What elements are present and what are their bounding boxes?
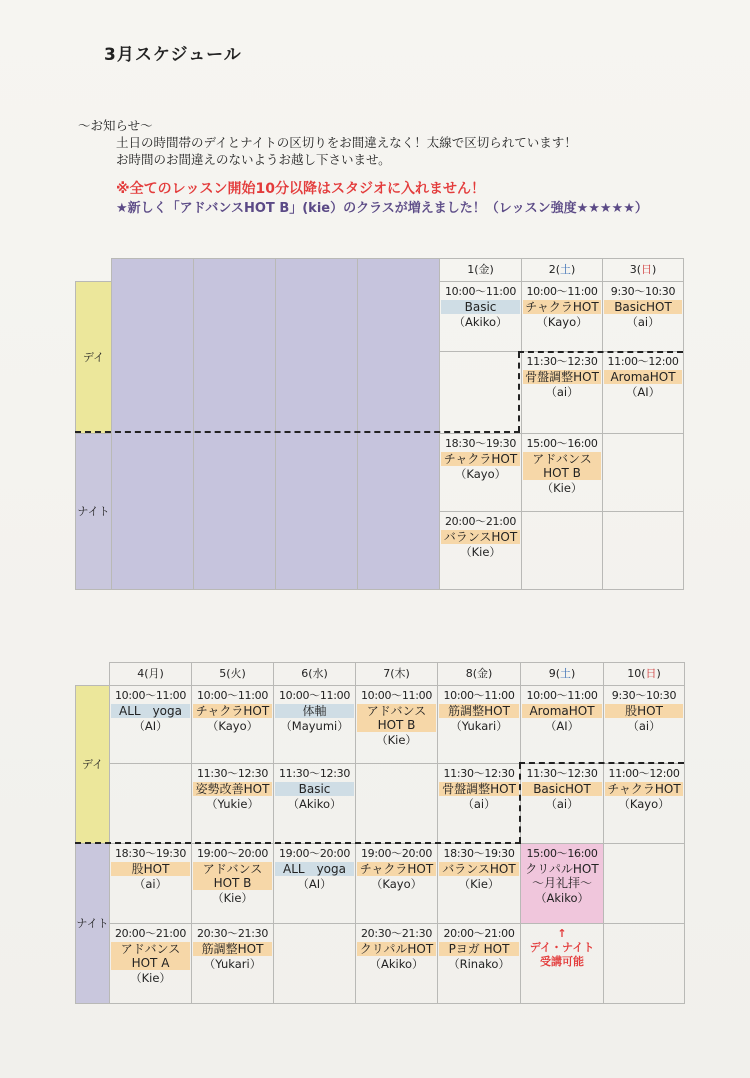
lesson-class-name: クリパルHOT xyxy=(357,942,436,956)
day-night-divider xyxy=(518,352,520,432)
lesson-slot xyxy=(440,512,522,590)
lesson-slot xyxy=(440,434,522,512)
lesson-class-name: 筋調整HOT xyxy=(193,942,272,956)
lesson-time: 20:30～21:30 xyxy=(196,927,269,940)
lesson-time: 18:30～19:30 xyxy=(443,847,515,860)
lesson-time: 18:30～19:30 xyxy=(444,437,517,450)
lesson-class-name: 骨盤調整HOT xyxy=(523,370,601,384)
lesson-instructor: （Mayumi） xyxy=(280,719,349,733)
lesson-class-name: アドバンスHOT B xyxy=(193,862,272,890)
lesson xyxy=(274,686,355,733)
day-night-divider xyxy=(75,842,521,844)
corner-cell xyxy=(76,259,112,282)
day-header: 4(月) xyxy=(110,663,192,686)
lesson xyxy=(192,844,273,905)
lesson-slot xyxy=(604,764,685,844)
lesson-time: 9:30～10:30 xyxy=(610,285,676,298)
lesson xyxy=(110,844,191,891)
lesson-slot xyxy=(440,282,522,352)
lesson-slot xyxy=(274,844,356,924)
empty-day-cell xyxy=(194,259,276,590)
lesson-slot xyxy=(438,686,521,764)
lesson xyxy=(521,924,603,969)
lesson-slot xyxy=(356,844,438,924)
day-header: 10(日) xyxy=(604,663,685,686)
lesson xyxy=(440,512,521,559)
empty-day-cell xyxy=(358,259,440,590)
lesson-class-name: バランスHOT xyxy=(439,862,519,876)
lesson-instructor: （ai） xyxy=(462,797,496,811)
lesson-instructor: （AI） xyxy=(297,877,332,891)
lesson-class-name: クリパルHOT ～月礼拝～ xyxy=(525,862,599,890)
lesson-time: 19:00～20:00 xyxy=(196,847,269,860)
lesson-class-name: チャクラHOT xyxy=(193,704,272,718)
lesson-class-name: BasicHOT xyxy=(522,782,602,796)
day-night-divider xyxy=(75,431,520,433)
lesson-time: 19:00～20:00 xyxy=(360,847,433,860)
lesson xyxy=(110,764,191,767)
lesson-time: 10:00～11:00 xyxy=(278,689,351,702)
lesson-instructor: （Akiko） xyxy=(287,797,342,811)
lesson xyxy=(603,352,683,399)
lesson-slot xyxy=(438,924,521,1004)
lesson-class-name: ALL yoga xyxy=(275,862,354,876)
lesson xyxy=(192,686,273,733)
lesson-time: 20:00～21:00 xyxy=(444,515,517,528)
lesson-instructor: （ai） xyxy=(133,877,168,891)
lesson-slot xyxy=(603,434,684,512)
lesson xyxy=(440,352,521,355)
day-night-divider xyxy=(518,351,683,353)
lesson-class-name: Pヨガ HOT xyxy=(439,942,519,956)
lesson-instructor: （Yukie） xyxy=(206,797,259,811)
lesson xyxy=(603,434,683,437)
lesson-time: 11:00～12:00 xyxy=(607,355,679,368)
lesson-time: 10:00～11:00 xyxy=(526,689,598,702)
lesson-time: 10:00～11:00 xyxy=(444,285,517,298)
lesson-instructor: （Rinako） xyxy=(448,957,510,971)
lesson xyxy=(274,924,355,927)
lesson-class-name: AromaHOT xyxy=(522,704,602,718)
lesson-slot xyxy=(192,844,274,924)
lesson-class-name: 骨盤調整HOT xyxy=(439,782,519,796)
lesson-time: 11:30～12:30 xyxy=(196,767,269,780)
lesson xyxy=(522,282,602,329)
lesson xyxy=(522,434,602,495)
lesson-slot xyxy=(521,686,604,764)
lesson-class-name: Basic xyxy=(441,300,520,314)
lesson xyxy=(356,686,437,747)
lesson-class-name: チャクラHOT xyxy=(523,300,601,314)
schedule-table-week-2 xyxy=(75,662,685,1004)
day-header: 8(金) xyxy=(438,663,521,686)
notice-line-2: お時間のお間違えのないようお越し下さいませ。 xyxy=(116,152,391,167)
notice-line-1: 土日の時間帯のデイとナイトの区切りをお間違えなく！太線で区切られています！ xyxy=(116,135,577,150)
lesson-instructor: （Akiko） xyxy=(453,315,508,329)
day-header: 9(土) xyxy=(521,663,604,686)
lesson-class-name: Basic xyxy=(275,782,354,796)
new-class-announcement: ★新しく「アドバンスHOT B」(kie）のクラスが増えました！（レッスン強度★★★★★） xyxy=(116,201,648,216)
lesson-class-name: チャクラHOT xyxy=(357,862,436,876)
lesson-slot xyxy=(192,686,274,764)
lesson-slot xyxy=(522,512,603,590)
lesson xyxy=(110,924,191,985)
day-header: 2(土) xyxy=(522,259,603,282)
night-label: ナイト xyxy=(76,844,110,1004)
lesson-slot xyxy=(521,844,604,924)
lesson-instructor: （Akiko） xyxy=(534,891,589,905)
lesson-class-name: 股HOT xyxy=(605,704,683,718)
lesson-class-name: 姿勢改善HOT xyxy=(193,782,272,796)
lesson-slot xyxy=(440,352,522,434)
day-header: 5(火) xyxy=(192,663,274,686)
lesson xyxy=(604,924,684,927)
lesson xyxy=(438,686,520,733)
lesson xyxy=(603,282,683,329)
lesson-slot xyxy=(603,512,684,590)
day-header: 6(水) xyxy=(274,663,356,686)
lesson-instructor: （Kayo） xyxy=(536,315,588,329)
lesson-time: 11:30～12:30 xyxy=(443,767,515,780)
lesson-instructor: （Kie） xyxy=(541,481,583,495)
lesson-instructor: （ai） xyxy=(626,315,660,329)
lesson-time: 11:30～12:30 xyxy=(526,767,598,780)
lesson-slot xyxy=(604,924,685,1004)
lesson-instructor: （ai） xyxy=(545,385,579,399)
lesson-slot xyxy=(274,686,356,764)
page-title: 3月スケジュール xyxy=(104,45,242,65)
schedule-table-week-1 xyxy=(75,258,684,590)
lesson-slot xyxy=(522,282,603,352)
lesson xyxy=(604,686,684,733)
lesson-time: 15:00～16:00 xyxy=(526,437,598,450)
lesson xyxy=(356,764,437,767)
lesson-class-name: 筋調整HOT xyxy=(439,704,519,718)
lesson-time: 18:30～19:30 xyxy=(114,847,187,860)
lesson xyxy=(438,764,520,811)
lesson-class-name: 股HOT xyxy=(111,862,190,876)
lesson-instructor: （Kayo） xyxy=(206,719,259,733)
day-night-divider xyxy=(519,762,684,764)
lesson-instructor: （Kie） xyxy=(458,877,500,891)
lesson-slot xyxy=(274,764,356,844)
lesson-instructor: （ai） xyxy=(627,719,661,733)
lesson-time: 10:00～11:00 xyxy=(196,689,269,702)
lesson-instructor: （Yukari） xyxy=(203,957,262,971)
lesson-time: 20:00～21:00 xyxy=(443,927,515,940)
lesson-class-name: アドバンスHOT B xyxy=(523,452,601,480)
lesson-class-name: チャクラHOT xyxy=(441,452,520,466)
lesson xyxy=(604,764,684,811)
lesson-instructor: （AI） xyxy=(544,719,580,733)
day-header: 7(木) xyxy=(356,663,438,686)
lesson xyxy=(604,844,684,847)
lesson-class-name: バランスHOT xyxy=(441,530,520,544)
lesson-instructor: （Kayo） xyxy=(454,467,507,481)
lesson-instructor: （Kayo） xyxy=(370,877,423,891)
lesson-class-name: チャクラHOT xyxy=(605,782,683,796)
lesson-instructor: （ai） xyxy=(545,797,579,811)
lesson-slot xyxy=(274,924,356,1004)
lesson xyxy=(521,686,603,733)
lesson xyxy=(356,844,437,891)
lesson xyxy=(110,686,191,733)
empty-day-cell xyxy=(112,259,194,590)
lesson xyxy=(603,512,683,515)
lesson xyxy=(522,512,602,515)
notice-block xyxy=(78,117,577,168)
lesson xyxy=(521,764,603,811)
lesson-slot xyxy=(521,924,604,1004)
lesson-slot xyxy=(438,764,521,844)
lesson xyxy=(438,924,520,971)
lesson-time: 15:00～16:00 xyxy=(526,847,598,860)
day-header: 3(日) xyxy=(603,259,684,282)
lesson-instructor: （Kie） xyxy=(130,971,171,985)
lesson-class-name: アドバンスHOT A xyxy=(111,942,190,970)
lesson-slot xyxy=(603,352,684,434)
lesson xyxy=(522,352,602,399)
day-night-divider xyxy=(519,763,521,843)
lesson-instructor: （AI） xyxy=(625,385,661,399)
lesson-slot xyxy=(438,844,521,924)
lesson-slot xyxy=(604,844,685,924)
night-label: ナイト xyxy=(76,434,112,590)
lesson-instructor: （Akiko） xyxy=(369,957,424,971)
notice-heading: ～お知らせ～ xyxy=(78,118,153,133)
lesson-class-name: AromaHOT xyxy=(604,370,682,384)
lesson-slot xyxy=(110,686,192,764)
availability-note: ↑ デイ・ナイト 受講可能 xyxy=(529,927,595,968)
late-entry-warning: ※全てのレッスン開始10分以降はスタジオに入れません！ xyxy=(116,181,485,197)
lesson-instructor: （Yukari） xyxy=(450,719,508,733)
lesson xyxy=(274,764,355,811)
lesson-class-name: アドバンスHOT B xyxy=(357,704,436,732)
lesson-time: 11:30～12:30 xyxy=(278,767,351,780)
lesson-time: 19:00～20:00 xyxy=(278,847,351,860)
day-label: デイ xyxy=(76,686,110,844)
lesson-slot xyxy=(110,844,192,924)
lesson-slot xyxy=(192,764,274,844)
lesson xyxy=(440,434,521,481)
lesson-instructor: （Kie） xyxy=(460,545,501,559)
lesson xyxy=(192,764,273,811)
lesson-class-name: BasicHOT xyxy=(604,300,682,314)
lesson-time: 9:30～10:30 xyxy=(611,689,677,702)
lesson xyxy=(274,844,355,891)
lesson-slot xyxy=(604,686,685,764)
lesson-slot xyxy=(110,924,192,1004)
lesson-time: 20:30～21:30 xyxy=(360,927,433,940)
lesson-slot xyxy=(110,764,192,844)
lesson-time: 11:30～12:30 xyxy=(526,355,598,368)
lesson xyxy=(356,924,437,971)
empty-day-cell xyxy=(276,259,358,590)
lesson xyxy=(521,844,603,905)
lesson-slot xyxy=(356,764,438,844)
lesson xyxy=(438,844,520,891)
lesson-slot xyxy=(522,434,603,512)
lesson-time: 10:00～11:00 xyxy=(360,689,433,702)
lesson xyxy=(440,282,521,329)
lesson-time: 10:00～11:00 xyxy=(526,285,598,298)
lesson-slot xyxy=(521,764,604,844)
lesson-instructor: （Kie） xyxy=(376,733,417,747)
lesson xyxy=(192,924,273,971)
lesson-time: 10:00～11:00 xyxy=(443,689,515,702)
lesson-time: 20:00～21:00 xyxy=(114,927,187,940)
lesson-instructor: （Kayo） xyxy=(618,797,670,811)
day-label: デイ xyxy=(76,282,112,434)
lesson-time: 10:00～11:00 xyxy=(114,689,187,702)
lesson-slot xyxy=(356,924,438,1004)
lesson-instructor: （Kie） xyxy=(212,891,253,905)
day-header: 1(金) xyxy=(440,259,522,282)
lesson-slot xyxy=(603,282,684,352)
lesson-class-name: ALL yoga xyxy=(111,704,190,718)
lesson-slot xyxy=(356,686,438,764)
lesson-class-name: 体軸 xyxy=(275,704,354,718)
corner-cell xyxy=(76,663,110,686)
lesson-instructor: （AI） xyxy=(133,719,168,733)
lesson-slot xyxy=(522,352,603,434)
lesson-slot xyxy=(192,924,274,1004)
lesson-time: 11:00～12:00 xyxy=(608,767,680,780)
